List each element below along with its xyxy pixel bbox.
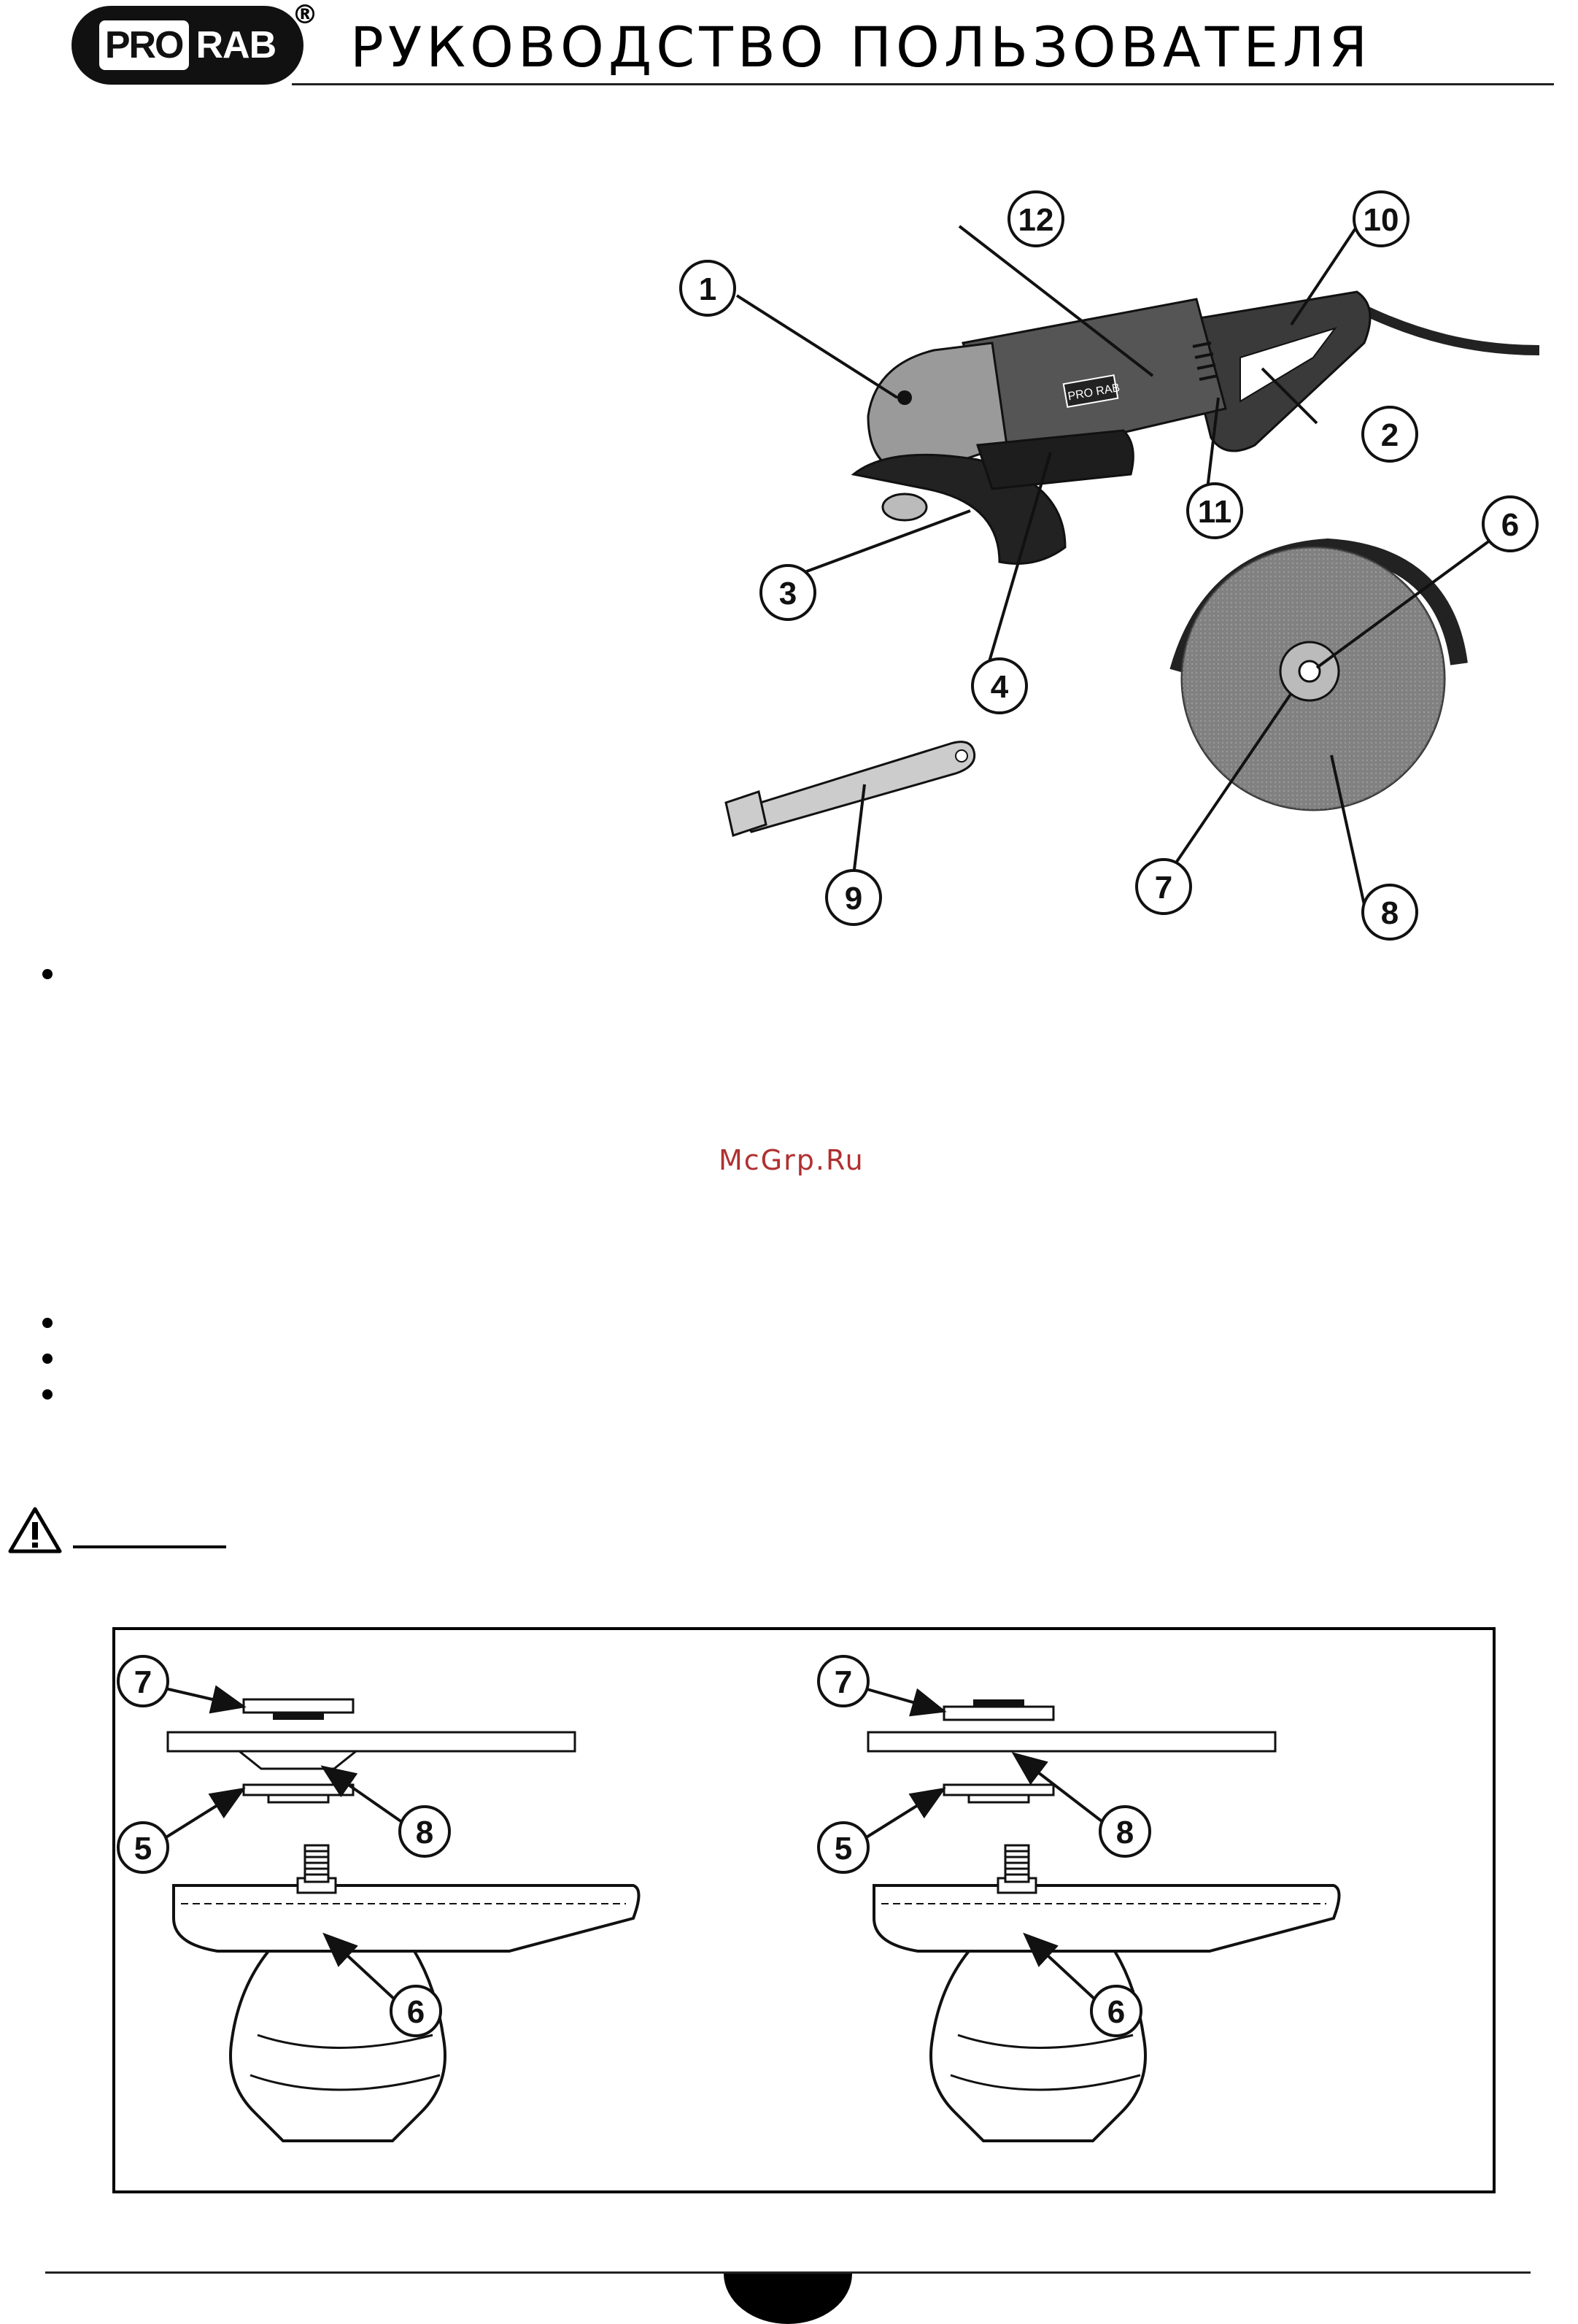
right-callout-6: 6 bbox=[1107, 1994, 1126, 2030]
disc-mounting-figure bbox=[112, 1627, 1496, 2193]
logo-rab-text: RAB bbox=[196, 24, 276, 66]
right-outer-nut bbox=[944, 1707, 1053, 1720]
left-callout-8: 8 bbox=[415, 1815, 434, 1850]
bullet-4 bbox=[42, 1389, 53, 1400]
right-callout-5: 5 bbox=[834, 1831, 853, 1866]
right-callout-8: 8 bbox=[1115, 1815, 1134, 1850]
left-callout-5: 5 bbox=[134, 1831, 152, 1866]
left-disc-hub bbox=[239, 1751, 356, 1769]
warning-heading-underline bbox=[73, 1545, 226, 1548]
warning-icon bbox=[7, 1506, 63, 1554]
right-nut-boss bbox=[973, 1699, 1024, 1707]
callout-8: 8 bbox=[1380, 895, 1399, 931]
watermark: McGrp.Ru bbox=[719, 1144, 865, 1176]
left-outer-nut bbox=[244, 1699, 353, 1713]
header-divider bbox=[292, 83, 1554, 85]
bullet-2 bbox=[42, 1318, 53, 1328]
power-cord bbox=[1357, 306, 1539, 350]
callout-2: 2 bbox=[1380, 417, 1399, 453]
callout-11: 11 bbox=[1197, 494, 1232, 530]
grinder-figure bbox=[657, 168, 1561, 956]
page-title: РУКОВОДСТВО ПОЛЬЗОВАТЕЛЯ bbox=[350, 15, 1372, 80]
callout-10: 10 bbox=[1363, 202, 1399, 238]
spindle-flange bbox=[883, 494, 927, 520]
left-callout-7: 7 bbox=[134, 1664, 152, 1700]
spindle-lock bbox=[897, 390, 912, 405]
callout-7: 7 bbox=[1154, 870, 1173, 906]
logo-pro-text: PRO bbox=[99, 20, 189, 70]
prorab-logo bbox=[71, 6, 303, 85]
callout-12: 12 bbox=[1018, 202, 1054, 238]
callout-6: 6 bbox=[1501, 507, 1520, 543]
left-callout-6: 6 bbox=[406, 1994, 425, 2030]
spanner-wrench bbox=[726, 742, 975, 835]
left-disc bbox=[168, 1732, 575, 1751]
right-inner-flange bbox=[944, 1785, 1053, 1795]
callout-4: 4 bbox=[990, 669, 1009, 705]
left-mounting-diagram bbox=[118, 1656, 639, 2141]
page-number-tab bbox=[724, 2274, 852, 2324]
tool-badge-text: PRO RAB bbox=[1067, 382, 1121, 404]
cutting-disc-assembly bbox=[1178, 547, 1459, 810]
left-nut-boss bbox=[273, 1713, 324, 1720]
left-inner-flange bbox=[244, 1785, 353, 1795]
bullet-3 bbox=[42, 1354, 53, 1364]
callout-1: 1 bbox=[698, 271, 717, 307]
registered-mark: ® bbox=[292, 0, 318, 30]
bullet-1 bbox=[42, 969, 53, 979]
right-disc bbox=[868, 1732, 1275, 1751]
callout-9: 9 bbox=[844, 881, 863, 916]
callout-3: 3 bbox=[778, 576, 797, 611]
disc-mounting-diagrams bbox=[115, 1630, 1493, 2190]
right-mounting-diagram bbox=[819, 1656, 1339, 2141]
right-callout-7: 7 bbox=[834, 1664, 853, 1700]
